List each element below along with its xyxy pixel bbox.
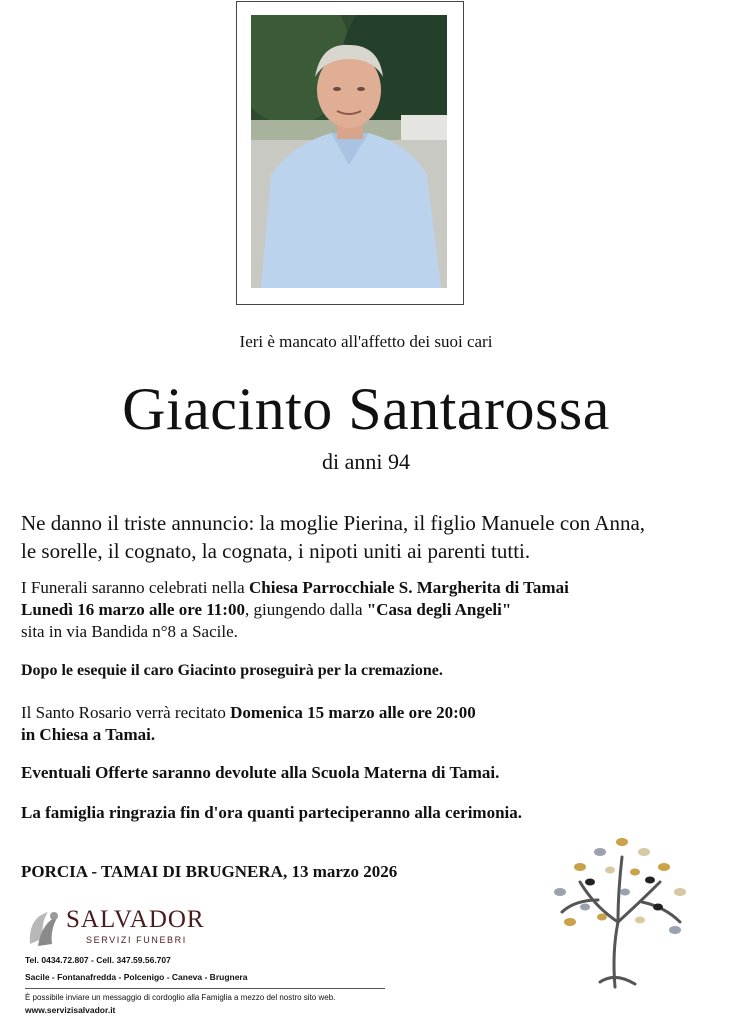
funeral-home-logo [24,904,205,954]
deceased-name: Giacinto Santarossa [122,376,610,442]
portrait-frame [236,1,464,305]
logo-name: SALVADOR [66,906,205,933]
rosary-line-2 [21,724,711,746]
portrait-image [251,15,447,288]
place-and-date: PORCIA - TAMAI DI BRUGNERA, 13 marzo 2026 [21,862,398,881]
condolence-note: È possibile inviare un messaggio di cordoglio alla Famiglia a mezzo del nostro sito web. [25,993,336,1002]
rosary-line-1 [21,702,711,724]
service-towns: Sacile - Fontanafredda - Polcenigo - Caneva - Brugnera [25,972,248,982]
rosary-text-1: Il Santo Rosario verrà recitato [21,703,231,722]
deceased-age: di anni 94 [322,449,410,474]
portrait-photo [251,15,447,288]
funeral-line-3: sita in via Bandida n°8 a Sacile. [21,622,238,641]
funeral-line-1 [21,577,711,599]
funeral-text-2: , giungendo dalla [244,600,367,619]
announcement-line-1: Ne danno il triste annuncio: la moglie Pierina, il figlio Manuele con Anna, [21,511,646,535]
rosary-datetime: Domenica 15 marzo alle ore 20:00 [230,703,476,722]
footer-divider [25,988,385,989]
funeral-datetime: Lunedì 16 marzo alle ore 11:00 [21,600,245,619]
logo-subtitle: SERVIZI FUNEBRI [86,935,187,945]
intro-text: Ieri è mancato all'affetto dei suoi cari [239,332,493,351]
church-name: Chiesa Parrocchiale S. Margherita di Tamai [248,578,569,597]
offers-note: Eventuali Offerte saranno devolute alla Scuola Materna di Tamai. [21,763,500,782]
thanks-note: La famiglia ringrazia fin d'ora quanti parteciperanno alla cerimonia. [21,803,523,822]
cremation-note: Dopo le esequie il caro Giacinto proseguirà per la cremazione. [21,662,443,679]
announcement-paragraph [21,509,711,565]
funeral-paragraph [21,577,711,643]
angel-icon [24,904,72,952]
tree-of-life-icon [540,822,700,994]
rosary-paragraph [21,702,711,746]
departure-place: "Casa degli Angeli" [366,600,512,619]
announcement-line-2: le sorelle, il cognato, la cognata, i nipoti uniti ai parenti tutti. [21,539,531,563]
website-link[interactable]: www.servizisalvador.it [25,1005,116,1015]
funeral-text-1: I Funerali saranno celebrati nella [21,578,249,597]
contact-phones: Tel. 0434.72.807 - Cell. 347.59.56.707 [25,955,171,965]
funeral-line-2 [21,599,711,621]
rosary-location: in Chiesa a Tamai. [21,725,156,744]
